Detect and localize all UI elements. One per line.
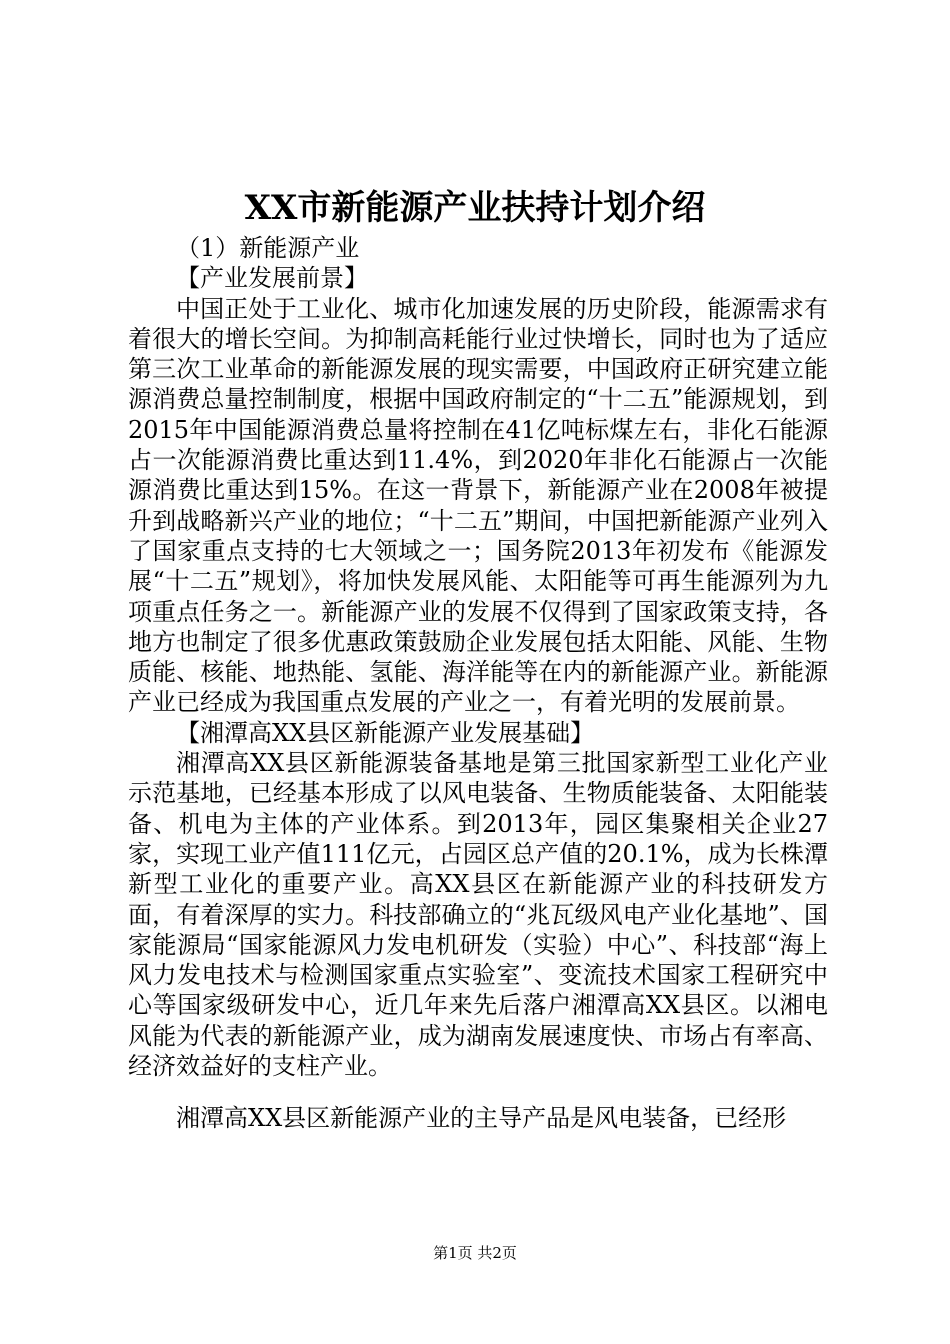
page-footer: 第1页 共2页 <box>433 1244 517 1262</box>
subheading-industry-outlook: 【产业发展前景】 <box>176 264 368 293</box>
section-heading-new-energy: （1）新能源产业 <box>176 234 360 262</box>
paragraph-main-products: 湘潭高XX县区新能源产业的主导产品是风电装备，已经形 <box>176 1104 787 1133</box>
paragraph-xiangtan-foundation: 湘潭高XX县区新能源装备基地是第三批国家新型工业化产业示范基地，已经基本形成了以风电装备、生物质能装备、太阳能装备、机电为主体的产业体系。到2013年，园区集聚相关企业27家，实现工业产值111亿元，占园区总产值的20.1%，成为长株潭新型工业化的重要产业。高XX县区在新能源产业的科技研发方面，有着深厚的实力。科技部确立的“兆瓦级风电产业化基地”、国家能源局“国家能源风力发电机研发（实验）中心”、科技部“海上风力发电技术与检测国家重点实验室”、变流技术国家工程研究中心等国家级研发中心，近几年来先后落户湘潭高XX县区。以湘电风能为代表的新能源产业，成为湖南发展速度快、市场占有率高、经济效益好的支柱产业。 <box>128 749 828 1081</box>
subheading-xiangtan-foundation: 【湘潭高XX县区新能源产业发展基础】 <box>176 718 595 747</box>
paragraph-industry-outlook: 中国正处于工业化、城市化加速发展的历史阶段，能源需求有着很大的增长空间。为抑制高耗能行业过快增长，同时也为了适应第三次工业革命的新能源发展的现实需要，中国政府正研究建立能源消费总量控制制度，根据中国政府制定的“十二五”能源规划，到2015年中国能源消费总量将控制在41亿吨标煤左右，非化石能源占一次能源消费比重达到11.4%，到2020年非化石能源占一次能源消费比重达到15%。在这一背景下，新能源产业在2008年被提升到战略新兴产业的地位；“十二五”期间，中国把新能源产业列入了国家重点支持的七大领域之一；国务院2013年初发布《能源发展“十二五”规划》，将加快发展风能、太阳能等可再生能源列为九项重点任务之一。新能源产业的发展不仅得到了国家政策支持，各地方也制定了很多优惠政策鼓励企业发展包括太阳能、风能、生物质能、核能、地热能、氢能、海洋能等在内的新能源产业。新能源产业已经成为我国重点发展的产业之一，有着光明的发展前景。 <box>128 294 828 717</box>
document-body <box>128 233 828 1134</box>
document-title: XX市新能源产业扶持计划介绍 <box>244 188 706 228</box>
